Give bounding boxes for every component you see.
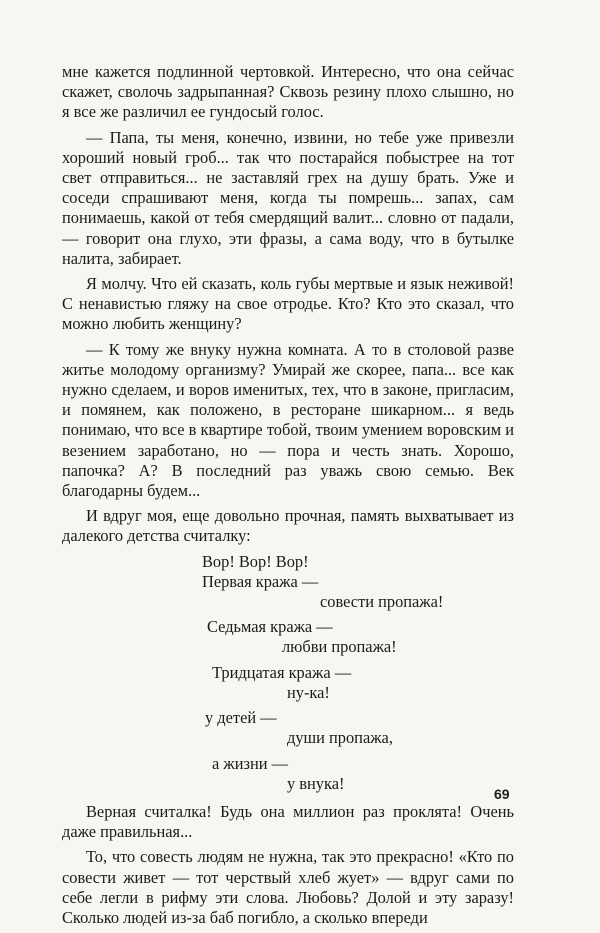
poem-line: Седьмая кража — bbox=[207, 617, 333, 637]
poem-line: у детей — bbox=[205, 708, 277, 728]
paragraph: мне кажется подлинной чертовкой. Интересно, что она сейчас скажет, сволочь задрыпанная? Сквозь резину плохо слышно, но я все же различил ее гундосый голос. bbox=[62, 62, 514, 122]
counting-rhyme bbox=[62, 552, 514, 794]
paragraph: — Папа, ты меня, конечно, извини, но тебе уже привезли хороший новый гроб... так что постарайся побыстрее на тот свет отправиться... не заставляй грех на душу брать. Уже и соседи спрашивают меня, когда ты помрешь... запах, сам понимаешь, какой от тебя смердящий валит... словно от падали, — говорит она глухо, эти фразы, а сама воду, что в бутылке налита, забирает. bbox=[62, 127, 514, 268]
page-body bbox=[62, 62, 514, 933]
paragraph: Верная считалка! Будь она миллион раз проклята! Очень даже правильная... bbox=[62, 801, 514, 842]
poem-line: Первая кража — bbox=[202, 571, 319, 591]
poem-line: Тридцатая кража — bbox=[212, 662, 352, 682]
paragraph: Я молчу. Что ей сказать, коль губы мертвые и язык неживой! С ненавистью гляжу на свое отродье. Кто? Кто это сказал, что можно любить женщину? bbox=[62, 274, 514, 334]
poem-line: у внука! bbox=[287, 773, 345, 793]
poem-line: ну-ка! bbox=[287, 682, 330, 702]
paragraph: И вдруг моя, еще довольно прочная, память выхватывает из далекого детства считалку: bbox=[62, 506, 514, 546]
poem-line: а жизни — bbox=[212, 753, 288, 773]
poem-line: совести пропажа! bbox=[320, 592, 444, 612]
page-number: 69 bbox=[494, 786, 510, 802]
poem-line: души пропажа, bbox=[287, 728, 393, 748]
paragraph: То, что совесть людям не нужна, так это прекрасно! «Кто по совести живет — тот черствый хлеб жует» — вдруг сами по себе легли в рифму эти слова. Любовь? Долой и эту заразу! Сколько людей из-за баб погибло, а сколько впереди bbox=[62, 847, 514, 927]
poem-line: любви пропажа! bbox=[282, 637, 397, 657]
paragraph: — К тому же внуку нужна комната. А то в столовой разве житье молодому организму? Умирай же скорее, папа... все как нужно сделаем, и воров именитых, тех, что в законе, пригласим, и помянем, как положено, в ресторане шикарном... я ведь понимаю, что все в квартире тобой, твоим умением воровским и везением заработано, но — пора и честь знать. Хорошо, папочка? А? В последний раз уважь свою семью. Век благодарны будем... bbox=[62, 339, 514, 501]
poem-line: Вор! Вор! Вор! bbox=[202, 551, 309, 571]
